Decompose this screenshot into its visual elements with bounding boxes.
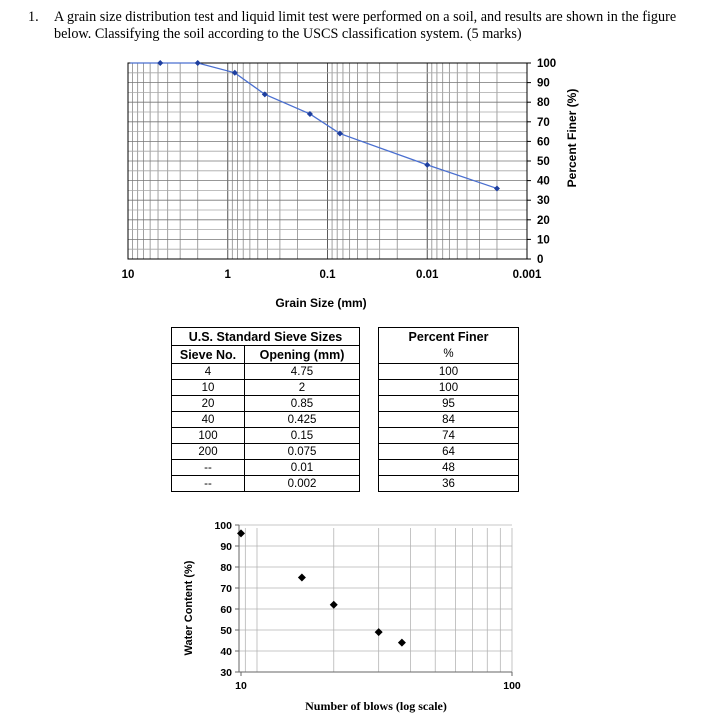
liquid-limit-point: [375, 628, 383, 636]
percent-finer-cell: 84: [379, 412, 519, 428]
liquid-limit-y-tick-label: 100: [214, 520, 232, 532]
sieve-table-row: [172, 444, 519, 460]
grain-size-x-ticks: [122, 269, 542, 281]
grain-size-y-tick-label: 50: [537, 156, 550, 168]
sieve-group-header: U.S. Standard Sieve Sizes: [172, 328, 360, 346]
grain-size-x-tick-label: 10: [121, 269, 135, 281]
grain-size-y-ticks: [527, 58, 556, 266]
table-spacer: [360, 428, 379, 444]
grain-size-point: [424, 162, 430, 168]
sieve-number-cell: 40: [172, 412, 245, 428]
grain-size-x-tick-label: 0.1: [319, 269, 336, 281]
sieve-table-row: [172, 380, 519, 396]
liquid-limit-grid: [239, 525, 512, 672]
grain-size-y-tick-label: 20: [537, 214, 550, 227]
liquid-limit-point: [237, 529, 245, 537]
liquid-limit-x-ticks: [235, 672, 521, 692]
percent-finer-cell: 74: [379, 428, 519, 444]
sieve-table-row: [172, 364, 519, 380]
grain-size-y-tick-label: 60: [537, 136, 550, 149]
grain-size-y-tick-label: 100: [537, 58, 557, 70]
liquid-limit-y-ticks: [214, 520, 239, 679]
liquid-limit-chart: [0, 500, 717, 725]
opening-cell: 0.01: [245, 460, 360, 476]
grain-size-grid: [128, 63, 527, 259]
question-number: 1.: [28, 9, 39, 25]
sieve-number-cell: --: [172, 460, 245, 476]
sieve-table-wrap: [171, 327, 519, 492]
table-spacer: [360, 412, 379, 428]
grain-size-y-tick-label: 30: [537, 195, 550, 208]
sieve-table-row: [172, 476, 519, 492]
table-spacer: [360, 476, 379, 492]
grain-size-y-tick-label: 90: [537, 77, 550, 90]
liquid-limit-y-tick-label: 80: [220, 562, 232, 574]
grain-size-y-tick-label: 40: [537, 175, 550, 188]
liquid-limit-point: [398, 639, 406, 647]
liquid-limit-y-tick-label: 50: [220, 625, 232, 637]
liquid-limit-axes: [239, 525, 512, 672]
sieve-table-row: [172, 412, 519, 428]
opening-cell: 0.002: [245, 476, 360, 492]
liquid-limit-x-label: Number of blows (log scale): [305, 699, 447, 713]
grain-size-x-tick-label: 1: [224, 269, 231, 281]
liquid-limit-point: [298, 574, 306, 582]
percent-finer-cell: 36: [379, 476, 519, 492]
liquid-limit-x-tick-label: 100: [503, 680, 521, 692]
opening-cell: 0.425: [245, 412, 360, 428]
liquid-limit-point: [330, 601, 338, 609]
col-header-percent: %: [379, 346, 519, 364]
percent-finer-cell: 100: [379, 364, 519, 380]
liquid-limit-y-tick-label: 30: [220, 667, 232, 679]
percent-finer-cell: 100: [379, 380, 519, 396]
liquid-limit-y-tick-label: 60: [220, 604, 232, 616]
liquid-limit-y-tick-label: 70: [220, 583, 232, 595]
sieve-table-row: [172, 428, 519, 444]
percent-finer-cell: 64: [379, 444, 519, 460]
percent-finer-cell: 95: [379, 396, 519, 412]
table-spacer: [360, 380, 379, 396]
sieve-number-cell: --: [172, 476, 245, 492]
grain-size-curve: [130, 63, 497, 188]
grain-size-y-tick-label: 0: [537, 254, 544, 266]
sieve-number-cell: 20: [172, 396, 245, 412]
sieve-table-row: [172, 460, 519, 476]
liquid-limit-y-tick-label: 40: [220, 646, 232, 658]
opening-cell: 0.15: [245, 428, 360, 444]
col-header-opening: Opening (mm): [245, 346, 360, 364]
table-spacer: [360, 396, 379, 412]
question-text: A grain size distribution test and liquid limit test were performed on a soil, and results are shown in the figure below. Classifying the soil according to the USCS classification system. (5 marks): [54, 9, 677, 42]
opening-cell: 0.85: [245, 396, 360, 412]
grain-size-chart: [0, 0, 717, 320]
opening-cell: 2: [245, 380, 360, 396]
sieve-table: [171, 327, 519, 492]
liquid-limit-x-tick-label: 10: [235, 680, 247, 692]
sieve-table-row: [172, 396, 519, 412]
sieve-number-cell: 10: [172, 380, 245, 396]
sieve-number-cell: 100: [172, 428, 245, 444]
grain-size-x-tick-label: 0.01: [416, 269, 439, 281]
liquid-limit-y-label: Water Content (%): [183, 560, 195, 656]
opening-cell: 4.75: [245, 364, 360, 380]
col-header-sieve: Sieve No.: [172, 346, 245, 364]
percent-group-header: Percent Finer: [379, 328, 519, 346]
table-spacer: [360, 460, 379, 476]
table-spacer: [360, 364, 379, 380]
grain-size-x-label: Grain Size (mm): [275, 296, 367, 310]
liquid-limit-y-tick-label: 90: [220, 541, 232, 553]
table-spacer: [360, 444, 379, 460]
grain-size-y-tick-label: 80: [537, 97, 550, 110]
sieve-number-cell: 4: [172, 364, 245, 380]
grain-size-x-tick-label: 0.001: [512, 269, 542, 281]
grain-size-y-tick-label: 10: [537, 234, 550, 247]
percent-finer-cell: 48: [379, 460, 519, 476]
grain-size-y-tick-label: 70: [537, 116, 550, 129]
opening-cell: 0.075: [245, 444, 360, 460]
grain-size-series: [130, 60, 500, 191]
grain-size-y-label: Percent Finer (%): [565, 88, 579, 188]
grain-size-point: [195, 60, 201, 66]
sieve-number-cell: 200: [172, 444, 245, 460]
